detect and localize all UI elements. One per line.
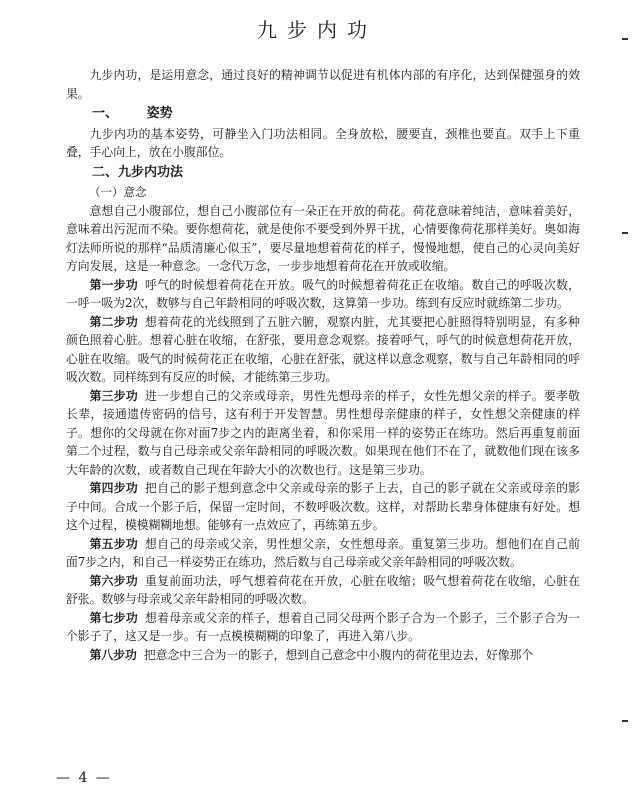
step-text: 把自己的影子想到意念中父亲或母亲的影子上去，自己的影子就在父亲或母亲的影子中间。合成一个影子后，保留一定时间，不数呼吸次数。这样，对帮助长辈身体健康有好处。想这个过程，模模糊糊地想。能够有一点效应了，再练第五步。 <box>66 481 580 532</box>
step-label: 第四步功 <box>89 481 138 495</box>
scan-mark <box>622 232 628 234</box>
step-text: 想着荷花的光线照到了五脏六腑，观察内脏，尤其要把心脏照得特别明显，有多种颜色照着心脏。想着心脏在收缩，在舒张，要用意念观察。接着呼气，呼气的时候意想荷花开放，心脏在收缩。吸气的时候荷花正在收缩，心脏在舒张，就这样以意念观察，数与自己年龄相同的呼吸次数。同样练到有反应的时候，才能练第三步功。 <box>66 314 580 384</box>
step-paragraph <box>66 646 580 665</box>
step-text: 重复前面功法，呼气想着荷花在开放，心脏在收缩；吸气想着荷花在收缩，心脏在舒张。数够与母亲或父亲年龄相同的呼吸次数。 <box>66 573 580 606</box>
idea-paragraph: 意想自己小腹部位，想自己小腹部位有一朵正在开放的荷花。荷花意味着纯洁，意味着美好，意味着出污泥而不染。要你想荷花，就是使你不要受到外界干扰，心情要像荷花那样美好。奥如海灯法师所说的那样“品质清廉心似玉”，要尽量地想着荷花的样子，慢慢地想，使自己的心灵向美好方向发展，这是一种意念。一念代万念，一步步地想着荷花在开放或收缩。 <box>66 203 580 273</box>
subsection-heading-idea: （一）意念 <box>89 185 147 199</box>
step-label: 第八步功 <box>89 647 137 662</box>
step-paragraph <box>66 313 580 387</box>
step-label: 第七步功 <box>89 610 138 625</box>
step-label: 第三步功 <box>89 388 138 403</box>
section-heading-posture <box>66 105 580 124</box>
step-text: 呼气的时候想着荷花在开放。吸气的时候想着荷花正在收缩。数自己的呼吸次数，一呼一吸为2次，数够与自己年龄相同的呼吸次数，这算第一步功。练到有反应时就练第二步功。 <box>66 277 580 310</box>
step-paragraph <box>66 535 580 572</box>
page-title: 九步内功 <box>257 18 377 42</box>
step-label: 第六步功 <box>89 573 138 588</box>
step-paragraph <box>66 276 580 313</box>
section-number: 一、 <box>92 106 119 121</box>
step-label: 第一步功 <box>89 277 138 292</box>
scan-mark <box>622 720 628 722</box>
body-text <box>66 66 580 664</box>
step-paragraph <box>66 572 580 609</box>
step-label: 第二步功 <box>89 314 138 329</box>
step-text: 想着母亲或父亲的样子，想着自己同父母两个影子合为一个影子，三个影子合为一个影子了，这又是一步。有一点模模糊糊的印象了，再进入第八步。 <box>66 610 580 643</box>
step-text: 想自己的母亲或父亲，男性想父亲，女性想母亲。重复第三步功。想他们在自己前面7步之内，和自己一样姿势正在练功，然后数与自己母亲或父亲年龄相同的呼吸次数。 <box>66 536 580 569</box>
intro-paragraph: 九步内功，是运用意念，通过良好的精神调节以促进有机体内部的有序化，达到保健强身的效果。 <box>66 68 580 101</box>
section-heading-method: 二、九步内功法 <box>92 164 184 180</box>
step-paragraph <box>66 479 580 535</box>
scan-mark <box>622 38 628 40</box>
page-number: — 4 — <box>56 770 112 786</box>
step-paragraph <box>66 609 580 646</box>
step-paragraph <box>66 387 580 480</box>
posture-paragraph: 九步内功的基本姿势，可静坐入门功法相同。全身放松，腰要直，颈椎也要直。双手上下重叠，手心向上，放在小腹部位。 <box>66 126 580 159</box>
step-text: 把意念中三合为一的影子，想到自己意念中小腹内的荷花里边去，好像那个 <box>143 647 534 662</box>
section-title: 姿势 <box>146 106 173 121</box>
step-text: 进一步想自己的父亲或母亲，男性先想母亲的样子，女性先想父亲的样子。要孝敬长辈，接通遗传密码的信号，这有利于开发智慧。男性想母亲健康的样子，女性想父亲健康的样子。想你的父母就在你对面7步之内的距离坐着，和你采用一样的姿势正在练功。然后再重复前面第二个过程，数与自己母亲或父亲年龄相同的呼吸次数。如果现在他们不在了，就数他们现在该多大年龄的次数，或者数自己现在年龄大小的次数也行。这是第三步功。 <box>66 388 580 477</box>
step-label: 第五步功 <box>89 536 138 551</box>
